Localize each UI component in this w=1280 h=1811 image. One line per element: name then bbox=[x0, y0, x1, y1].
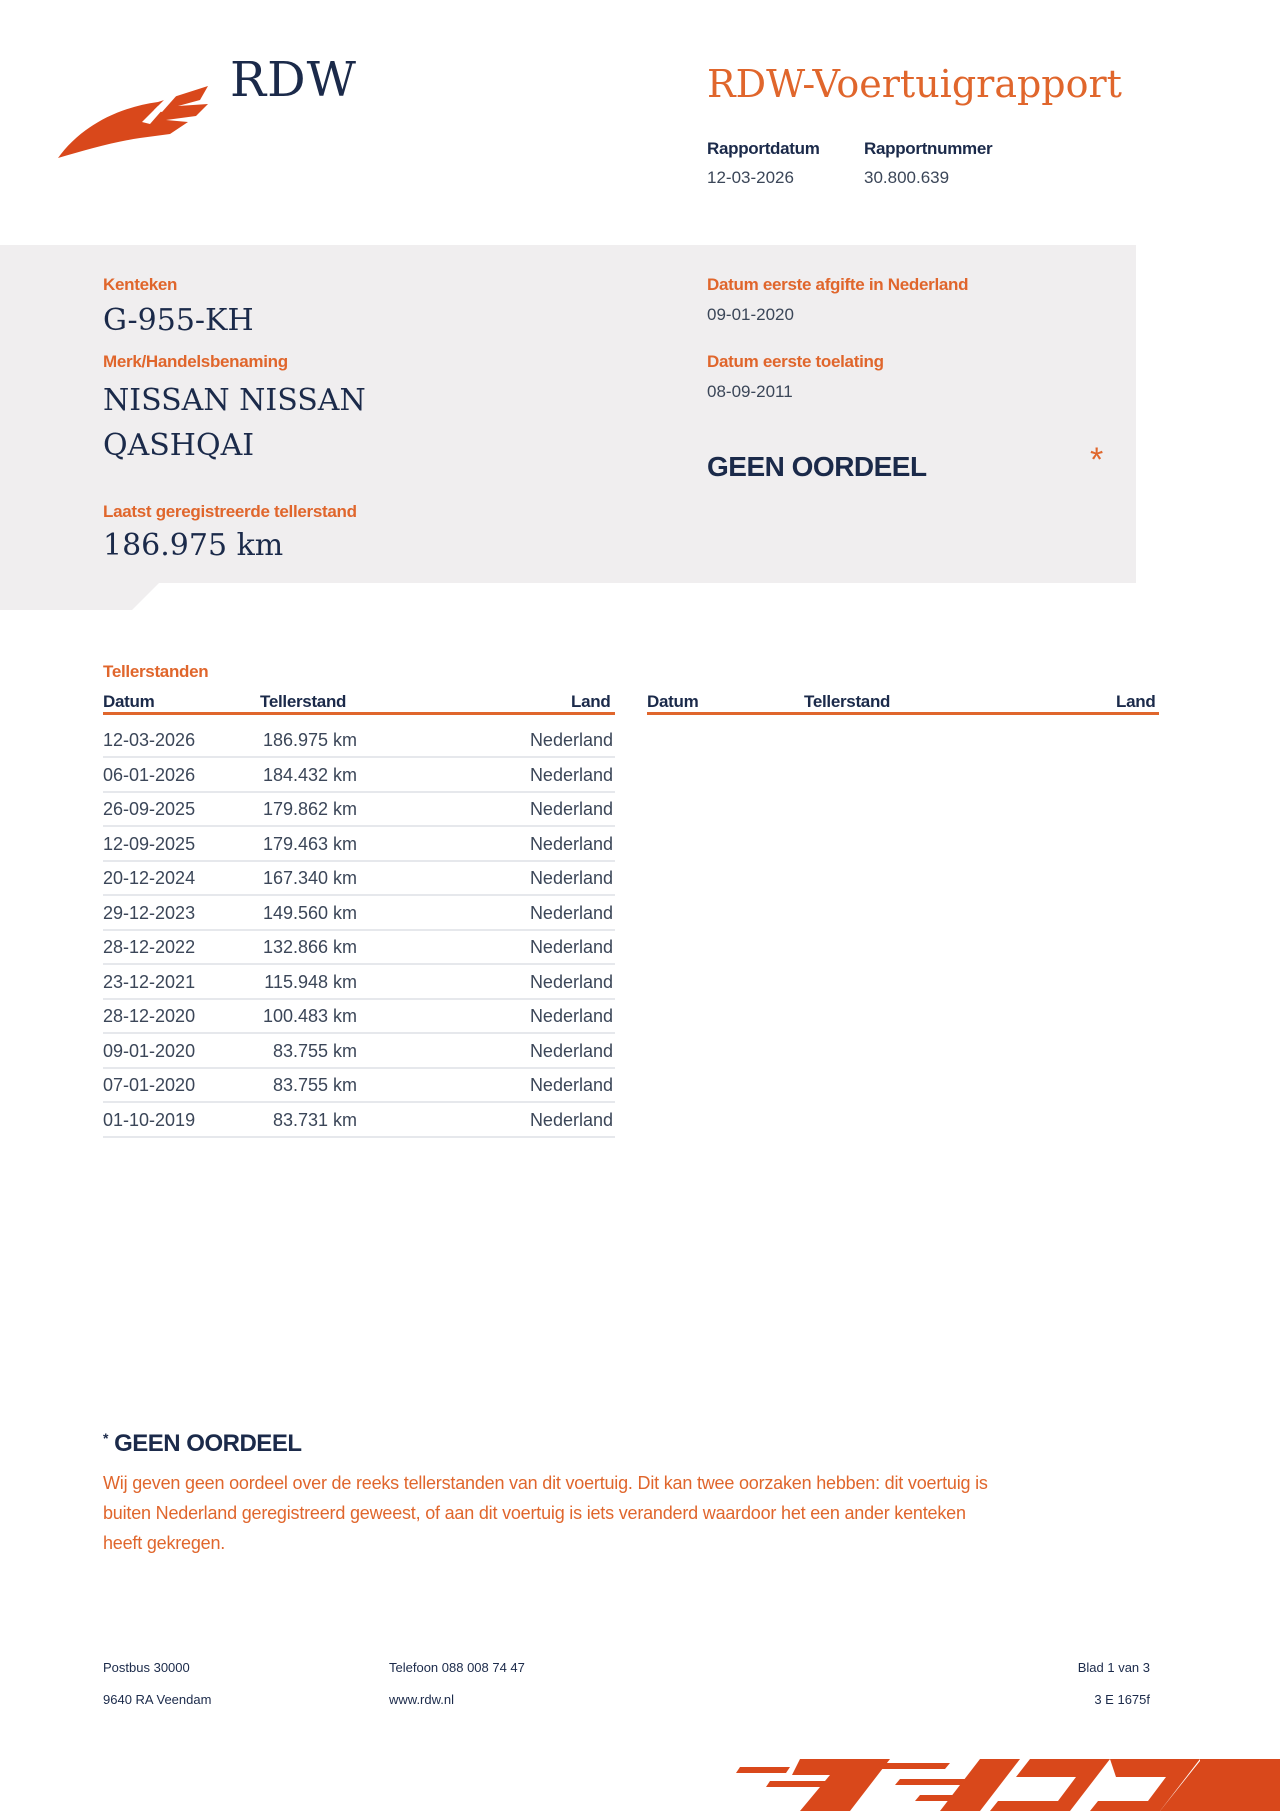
report-title: RDW-Voertuigrapport bbox=[707, 62, 1122, 106]
cell-tellerstand: 132.866 km bbox=[262, 937, 357, 957]
toelating-value: 08-09-2011 bbox=[707, 382, 793, 401]
cell-land: Nederland bbox=[529, 1109, 613, 1130]
rapportdatum-label: Rapportdatum bbox=[707, 139, 820, 158]
toelating-label: Datum eerste toelating bbox=[707, 352, 884, 371]
teller-value: 186.975 km bbox=[103, 528, 284, 563]
cell-datum: 20-12-2024 bbox=[103, 868, 196, 888]
table-row bbox=[103, 895, 615, 931]
footer-page: Blad 1 van 3 bbox=[1077, 1660, 1150, 1675]
note-heading bbox=[103, 1430, 301, 1458]
footer-website[interactable]: www.rdw.nl bbox=[389, 1692, 455, 1707]
note-line-3: heeft gekregen. bbox=[103, 1533, 226, 1553]
cell-datum: 29-12-2023 bbox=[103, 902, 196, 923]
cell-datum: 07-01-2020 bbox=[103, 1075, 196, 1095]
cell-tellerstand: 179.862 km bbox=[262, 799, 357, 819]
merk-value-line1: NISSAN NISSAN bbox=[103, 383, 366, 418]
merk-value-line2: QASHQAI bbox=[103, 428, 255, 463]
table-row bbox=[103, 1033, 615, 1069]
table-row bbox=[103, 791, 615, 827]
col-datum-header: Datum bbox=[103, 692, 155, 711]
cell-land: Nederland bbox=[529, 971, 613, 992]
col-datum-header-right: Datum bbox=[647, 692, 699, 711]
cell-land: Nederland bbox=[529, 799, 613, 819]
table-row bbox=[103, 1067, 615, 1103]
cell-land: Nederland bbox=[529, 764, 613, 785]
kenteken-label: Kenteken bbox=[103, 275, 178, 294]
cell-land: Nederland bbox=[529, 937, 613, 957]
table-row bbox=[103, 757, 615, 793]
cell-tellerstand: 179.463 km bbox=[262, 833, 357, 854]
col-tellerstand-header-right: Tellerstand bbox=[804, 692, 891, 711]
col-land-header: Land bbox=[571, 692, 611, 711]
cell-land: Nederland bbox=[529, 1040, 613, 1061]
cell-land: Nederland bbox=[529, 1006, 613, 1026]
table-row bbox=[103, 1102, 615, 1138]
footer-postbus: Postbus 30000 bbox=[103, 1660, 190, 1675]
footer-phone: Telefoon 088 008 74 47 bbox=[389, 1660, 525, 1675]
tellerstanden-title: Tellerstanden bbox=[103, 662, 209, 681]
teller-label: Laatst geregistreerde tellerstand bbox=[103, 502, 357, 521]
cell-tellerstand: 83.755 km bbox=[272, 1040, 357, 1061]
footer-address: 9640 RA Veendam bbox=[103, 1692, 212, 1707]
afgifte-label: Datum eerste afgifte in Nederland bbox=[707, 275, 969, 294]
table-row bbox=[103, 964, 615, 1000]
note-line-2: buiten Nederland geregistreerd geweest, of aan dit voertuig is iets veranderd waardoor het een ander kenteken bbox=[103, 1503, 966, 1523]
cell-datum: 06-01-2026 bbox=[103, 764, 196, 785]
cell-land: Nederland bbox=[529, 730, 613, 750]
table-row bbox=[103, 860, 615, 896]
cell-tellerstand: 83.731 km bbox=[272, 1109, 357, 1130]
cell-land: Nederland bbox=[529, 902, 613, 923]
table-row bbox=[103, 722, 615, 758]
rapportdatum-value: 12-03-2026 bbox=[707, 168, 794, 187]
cell-tellerstand: 100.483 km bbox=[262, 1006, 357, 1026]
oordeel-status: GEEN OORDEEL bbox=[707, 451, 927, 482]
header-underline-right bbox=[647, 712, 1159, 715]
logo-text: RDW bbox=[230, 52, 357, 108]
merk-label: Merk/Handelsbenaming bbox=[103, 352, 288, 371]
col-tellerstand-header: Tellerstand bbox=[260, 692, 347, 711]
cell-land: Nederland bbox=[529, 868, 613, 888]
note-line-1: Wij geven geen oordeel over de reeks tellerstanden van dit voertuig. Dit kan twee oorzaken hebben: dit voertuig is bbox=[103, 1473, 988, 1493]
note-title: GEEN OORDEEL bbox=[114, 1430, 302, 1457]
cell-tellerstand: 83.755 km bbox=[272, 1075, 357, 1095]
kenteken-value: G-955-KH bbox=[103, 303, 254, 338]
summary-panel bbox=[0, 245, 1136, 583]
rapportnummer-label: Rapportnummer bbox=[864, 139, 993, 158]
cell-tellerstand: 186.975 km bbox=[262, 730, 357, 750]
cell-datum: 12-09-2025 bbox=[103, 833, 196, 854]
footer-stripes-icon bbox=[730, 1755, 1280, 1811]
cell-tellerstand: 184.432 km bbox=[262, 764, 357, 785]
table-row bbox=[103, 998, 615, 1034]
cell-tellerstand: 115.948 km bbox=[264, 971, 357, 992]
cell-datum: 12-03-2026 bbox=[103, 730, 196, 750]
rapportnummer-value: 30.800.639 bbox=[864, 168, 950, 187]
asterisk-marker: * bbox=[1090, 441, 1104, 479]
cell-tellerstand: 167.340 km bbox=[262, 868, 357, 888]
note-asterisk: * bbox=[103, 1430, 108, 1446]
table-row bbox=[103, 826, 615, 862]
cell-datum: 09-01-2020 bbox=[103, 1040, 196, 1061]
col-land-header-right: Land bbox=[1116, 692, 1156, 711]
cell-land: Nederland bbox=[529, 1075, 613, 1095]
footer-code: 3 E 1675f bbox=[1094, 1692, 1150, 1707]
cell-datum: 23-12-2021 bbox=[103, 971, 196, 992]
cell-datum: 26-09-2025 bbox=[103, 799, 196, 819]
afgifte-value: 09-01-2020 bbox=[707, 305, 794, 324]
rdw-logo-icon bbox=[58, 80, 213, 162]
cell-datum: 28-12-2020 bbox=[103, 1006, 196, 1026]
cell-land: Nederland bbox=[529, 833, 613, 854]
table-row bbox=[103, 929, 615, 965]
panel-notch bbox=[0, 582, 160, 610]
header-underline bbox=[103, 712, 615, 715]
cell-datum: 28-12-2022 bbox=[103, 937, 196, 957]
cell-tellerstand: 149.560 km bbox=[262, 902, 357, 923]
note-text bbox=[103, 1468, 988, 1558]
cell-datum: 01-10-2019 bbox=[103, 1109, 196, 1130]
